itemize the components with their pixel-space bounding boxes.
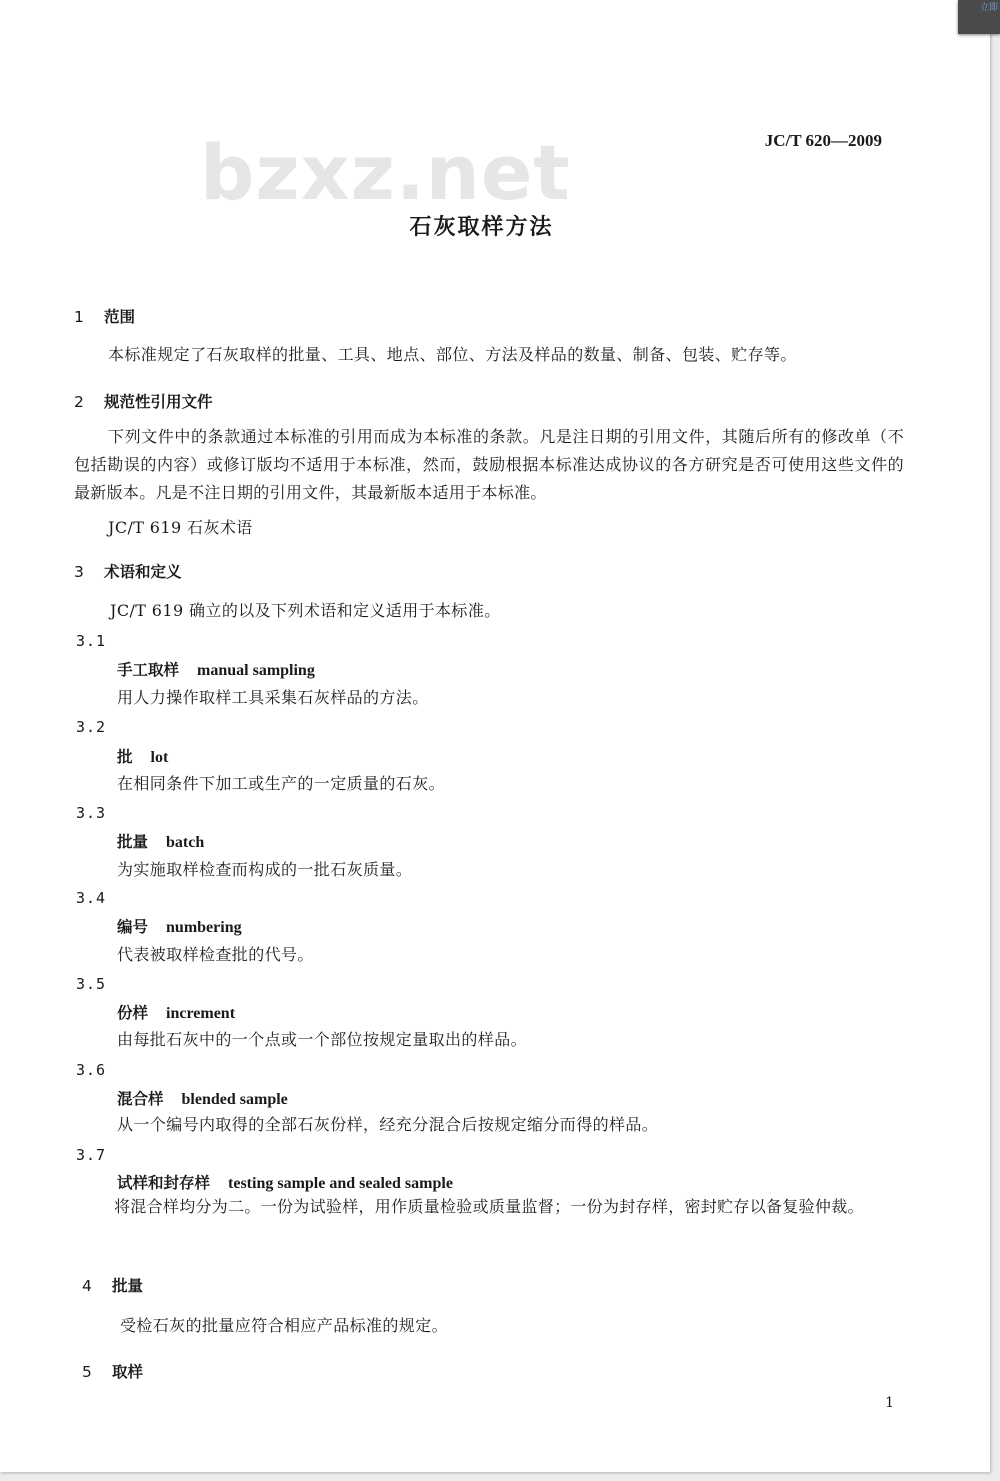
page-number: 1 bbox=[885, 1395, 894, 1411]
section-heading bbox=[82, 1360, 143, 1382]
reference-item: JC/T 619 石灰术语 bbox=[108, 518, 253, 537]
section-number: 4 bbox=[82, 1277, 92, 1295]
document-number: JC/T 620—2009 bbox=[764, 131, 882, 150]
term-heading bbox=[117, 1001, 235, 1023]
section-title: 取样 bbox=[112, 1363, 144, 1381]
term-en: numbering bbox=[166, 919, 242, 936]
section-number: 5 bbox=[82, 1363, 92, 1381]
page-title: 石灰取样方法 bbox=[409, 215, 554, 240]
section-paragraph: 下列文件中的条款通过本标准的引用而成为本标准的条款。凡是注日期的引用文件，其随后所有的修改单（不包括勘误的内容）或修订版均不适用于本标准，然而，鼓励根据本标准达成协议的各方研究是否可使用这些文件的最新版本。凡是不注日期的引用文件，其最新版本适用于本标准。 bbox=[74, 427, 904, 502]
term-heading bbox=[117, 1087, 288, 1109]
watermark: bzxz.net bbox=[200, 128, 571, 217]
term-definition: 代表被取样检查批的代号。 bbox=[117, 945, 314, 964]
section-heading bbox=[82, 1274, 143, 1296]
section-text: 本标准规定了石灰取样的批量、工具、地点、部位、方法及样品的数量、制备、包装、贮存等。 bbox=[108, 345, 797, 364]
term-number: 3.5 bbox=[76, 975, 107, 993]
term-number: 3.4 bbox=[76, 889, 107, 907]
section-heading bbox=[74, 560, 182, 582]
section-number: 3 bbox=[74, 563, 84, 581]
term-number: 3.2 bbox=[76, 718, 107, 736]
section-title: 术语和定义 bbox=[104, 563, 182, 581]
term-cn: 试样和封存样 bbox=[117, 1174, 211, 1192]
term-definition: 从一个编号内取得的全部石灰份样，经充分混合后按规定缩分而得的样品。 bbox=[117, 1115, 659, 1134]
term-definition: 为实施取样检查而构成的一批石灰质量。 bbox=[117, 860, 413, 879]
corner-button[interactable] bbox=[958, 0, 1000, 34]
term-en: increment bbox=[166, 1005, 236, 1022]
term-en: lot bbox=[150, 749, 169, 766]
term-cn: 批量 bbox=[117, 833, 149, 851]
term-heading bbox=[117, 745, 168, 767]
section-heading bbox=[74, 305, 135, 327]
term-heading bbox=[117, 830, 204, 852]
term-heading bbox=[117, 658, 315, 680]
term-definition: 将混合样均分为二。一份为试验样，用作质量检验或质量监督；一份为封存样，密封贮存以备复验仲裁。 bbox=[114, 1197, 864, 1216]
term-en: blended sample bbox=[181, 1091, 288, 1108]
section-number: 2 bbox=[74, 393, 84, 411]
term-en: testing sample and sealed sample bbox=[228, 1175, 453, 1192]
term-cn: 编号 bbox=[117, 918, 149, 936]
term-definition: 在相同条件下加工或生产的一定质量的石灰。 bbox=[117, 774, 446, 793]
term-definition: 用人力操作取样工具采集石灰样品的方法。 bbox=[117, 688, 429, 707]
term-number: 3.1 bbox=[76, 632, 107, 650]
section-title: 范围 bbox=[104, 308, 136, 326]
term-en: batch bbox=[166, 834, 205, 851]
corner-label: 立即 bbox=[979, 3, 998, 13]
section-number: 1 bbox=[74, 308, 84, 326]
section-text: JC/T 619 确立的以及下列术语和定义适用于本标准。 bbox=[110, 601, 501, 620]
section-text: 受检石灰的批量应符合相应产品标准的规定。 bbox=[120, 1316, 449, 1335]
term-cn: 批 bbox=[117, 748, 133, 766]
section-title: 批量 bbox=[112, 1277, 144, 1295]
term-cn: 混合样 bbox=[117, 1090, 164, 1108]
term-definition: 由每批石灰中的一个点或一个部位按规定量取出的样品。 bbox=[117, 1030, 528, 1049]
term-heading bbox=[117, 1171, 453, 1193]
term-en: manual sampling bbox=[197, 662, 315, 679]
term-cn: 手工取样 bbox=[117, 661, 180, 679]
section-title: 规范性引用文件 bbox=[104, 393, 213, 411]
term-heading bbox=[117, 915, 242, 937]
section-heading bbox=[74, 390, 213, 412]
term-cn: 份样 bbox=[117, 1004, 149, 1022]
term-number: 3.3 bbox=[76, 804, 107, 822]
term-number: 3.6 bbox=[76, 1061, 107, 1079]
term-number: 3.7 bbox=[76, 1146, 107, 1164]
